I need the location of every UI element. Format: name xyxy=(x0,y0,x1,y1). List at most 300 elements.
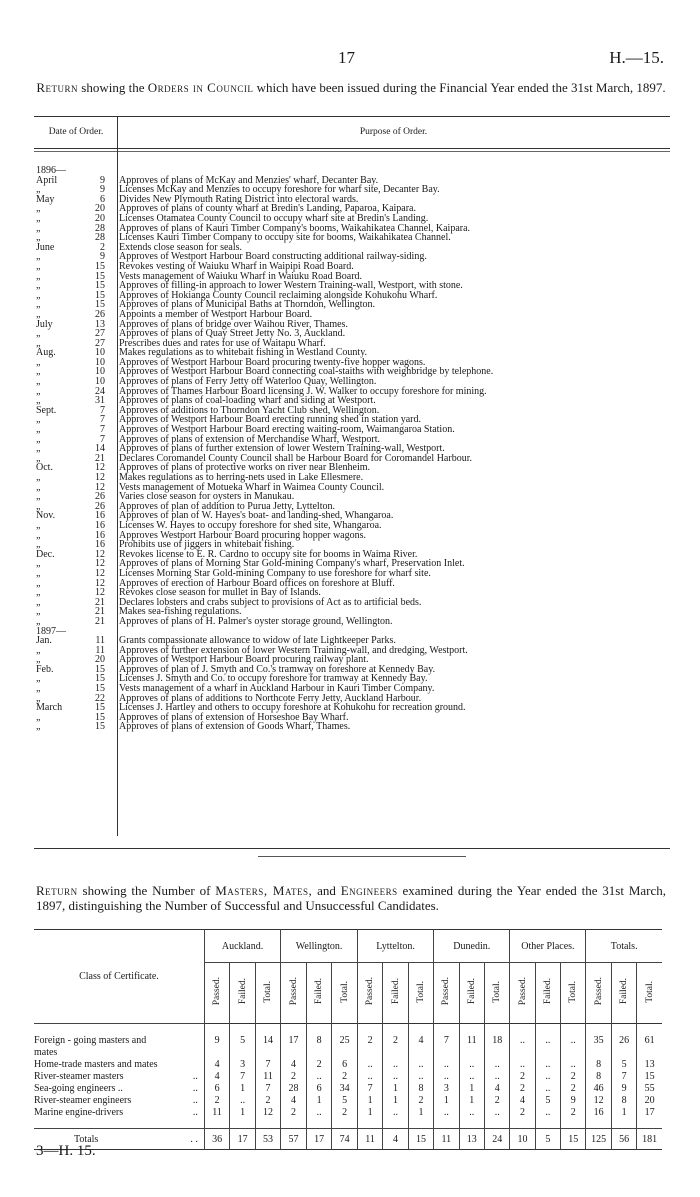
table-cell xyxy=(357,1046,382,1058)
totals-cell: 15 xyxy=(408,1129,433,1150)
order-month: „ xyxy=(36,280,41,292)
order-month: „ xyxy=(36,328,41,340)
order-month: Sept. xyxy=(36,404,57,416)
return-word: Return xyxy=(36,883,78,898)
sub-header xyxy=(408,963,433,1024)
table-cell: 2 xyxy=(204,1094,229,1106)
sub-header xyxy=(561,963,586,1024)
order-day: 10 xyxy=(95,356,105,368)
order-purpose: Divides New Plymouth Rating District into electoral wards. xyxy=(119,193,359,205)
spacer-cell xyxy=(204,1118,229,1129)
order-month: „ xyxy=(36,577,41,589)
title-emph: Masters, Mates, xyxy=(215,883,313,898)
order-day: 15 xyxy=(95,702,105,714)
spacer-cell xyxy=(332,1118,358,1129)
order-purpose: Makes regulations as to herring-nets used in Lake Ellesmere. xyxy=(119,472,364,483)
order-purpose: Approves of Westport Harbour Board erecting waiting-room, Waimangaroa Station. xyxy=(119,424,455,436)
order-purpose: Approves of Westport Harbour Board connecting coal-staiths with weighbridge by telephone. xyxy=(119,366,494,378)
order-month: „ xyxy=(36,222,41,234)
rule xyxy=(34,848,670,849)
table-cell xyxy=(204,1046,229,1058)
table-cell: 17 xyxy=(281,1034,307,1046)
order-purpose: Approves of plan of J. Smyth and Co.'s tramway on foreshore at Kennedy Bay. xyxy=(119,663,436,675)
spacer-cell xyxy=(510,1024,535,1035)
order-day: 16 xyxy=(95,539,105,551)
order-month: March xyxy=(36,702,63,714)
spacer-cell xyxy=(484,1118,509,1129)
orders-title xyxy=(36,81,666,95)
totals-cell: 56 xyxy=(611,1129,636,1150)
order-purpose: Approves of further extension of lower Western Training-wall, and dredging, Westport. xyxy=(119,644,468,656)
order-day: 15 xyxy=(95,711,105,723)
order-month: „ xyxy=(36,337,41,349)
rule xyxy=(34,148,670,149)
table-cell: .. xyxy=(434,1058,459,1070)
order-day: 7 xyxy=(100,424,105,436)
table-cell xyxy=(306,1046,332,1058)
order-day: 9 xyxy=(100,251,105,263)
sub-header-label: Total. xyxy=(492,980,503,1003)
order-day: 10 xyxy=(95,347,105,359)
table-cell: .. xyxy=(535,1106,560,1118)
return-word: Return xyxy=(36,80,79,95)
order-month: Feb. xyxy=(36,663,54,675)
order-month: „ xyxy=(36,356,41,368)
order-purpose: Prescribes dues and rates for use of Waitapu Wharf. xyxy=(119,337,326,349)
order-purpose: Approves of Westport Harbour Board procuring railway plant. xyxy=(119,654,369,666)
sub-header-label: Failed. xyxy=(466,978,477,1005)
spacer-row xyxy=(34,1024,662,1035)
order-month: „ xyxy=(36,232,41,244)
sub-header-label: Total. xyxy=(263,980,274,1003)
sub-header xyxy=(434,963,459,1024)
order-day: 12 xyxy=(95,587,105,599)
totals-cell: 5 xyxy=(535,1129,560,1150)
table-cell xyxy=(637,1046,662,1058)
spacer-cell xyxy=(586,1024,612,1035)
table-cell: .. xyxy=(306,1070,332,1082)
table-cell: 8 xyxy=(586,1058,612,1070)
table-cell: 12 xyxy=(586,1094,612,1106)
spacer-cell xyxy=(230,1024,255,1035)
spacer-cell xyxy=(561,1024,586,1035)
table-cell: 2 xyxy=(357,1034,382,1046)
order-day: 12 xyxy=(95,548,105,560)
order-day: 15 xyxy=(95,663,105,675)
order-month: „ xyxy=(36,491,41,503)
table-cell: 46 xyxy=(586,1082,612,1094)
table-cell: 1 xyxy=(230,1106,255,1118)
order-purpose: Approves of plans of H. Palmer's oyster storage ground, Wellington. xyxy=(119,615,393,627)
sub-header xyxy=(383,963,408,1024)
order-month: „ xyxy=(36,299,41,311)
table-cell: 13 xyxy=(637,1058,662,1070)
rule xyxy=(34,116,670,117)
order-purpose: Approves of filling-in approach to lower Western Training-wall, Westport, with stone. xyxy=(119,280,463,292)
order-day: 11 xyxy=(95,635,105,647)
order-purpose: Licenses J. Smyth and Co. to occupy foreshore for tramway at Kennedy Bay. xyxy=(119,673,428,685)
table-cell: 2 xyxy=(510,1082,535,1094)
order-purpose: Approves of plans of Quay Street Jetty No. 3, Auckland. xyxy=(119,328,346,340)
order-purpose: Makes regulations as to whitebait fishing in Westland County. xyxy=(119,347,368,359)
table-cell: 6 xyxy=(332,1058,358,1070)
order-purpose: Approves of plans of Morning Star Gold-mining Company's wharf, Preservation Inlet. xyxy=(119,558,465,570)
table-cell: 8 xyxy=(306,1034,332,1046)
table-cell: 28 xyxy=(281,1082,307,1094)
table-cell xyxy=(255,1046,280,1058)
order-month: „ xyxy=(36,443,41,455)
class-header-label: Class of Certificate. xyxy=(79,971,159,982)
order-month: „ xyxy=(36,203,41,215)
document-code: H.—15. xyxy=(609,48,664,67)
order-day: 16 xyxy=(95,529,105,541)
spacer-cell xyxy=(34,1118,204,1129)
spacer-cell xyxy=(306,1118,332,1129)
table-cell: .. xyxy=(408,1070,433,1082)
order-month: „ xyxy=(36,270,41,282)
order-month: „ xyxy=(36,472,41,483)
table-cell: 2 xyxy=(332,1070,358,1082)
spacer-cell xyxy=(637,1118,662,1129)
order-day: 11 xyxy=(95,644,105,656)
table-cell: .. xyxy=(484,1106,509,1118)
order-month: „ xyxy=(36,395,41,407)
order-month: „ xyxy=(36,596,41,608)
row-label-text: Marine engine-drivers xyxy=(34,1106,124,1118)
order-month: „ xyxy=(36,519,41,531)
order-day: 12 xyxy=(95,481,105,493)
table-cell: .. xyxy=(459,1070,484,1082)
table-cell: 15 xyxy=(637,1070,662,1082)
table-cell: .. xyxy=(459,1058,484,1070)
order-day: 22 xyxy=(95,692,105,704)
order-row xyxy=(36,722,676,732)
sub-header-label: Total. xyxy=(415,980,426,1003)
order-purpose: Licenses Kauri Timber Company to occupy site for booms, Waikahikatea Channel. xyxy=(119,232,451,244)
totals-cell: 17 xyxy=(306,1129,332,1150)
sub-header xyxy=(484,963,509,1024)
spacer-cell xyxy=(357,1118,382,1129)
totals-cell: 36 xyxy=(204,1129,229,1150)
table-cell: .. xyxy=(383,1058,408,1070)
table-cell: 2 xyxy=(561,1070,586,1082)
order-month: Dec. xyxy=(36,548,55,560)
order-month: June xyxy=(36,241,55,253)
table-cell xyxy=(484,1046,509,1058)
order-purpose: Revokes license to E. R. Cardno to occupy site for booms in Waima River. xyxy=(119,548,418,560)
table-cell: 6 xyxy=(306,1082,332,1094)
table-row xyxy=(34,1070,662,1082)
table-cell: 5 xyxy=(332,1094,358,1106)
spacer-cell xyxy=(383,1024,408,1035)
sub-header-label: Passed. xyxy=(517,977,528,1006)
spacer-cell xyxy=(434,1024,459,1035)
table-cell: 1 xyxy=(357,1094,382,1106)
sub-header-label: Failed. xyxy=(619,978,630,1005)
table-cell xyxy=(281,1046,307,1058)
table-cell: 2 xyxy=(332,1106,358,1118)
table-cell: .. xyxy=(357,1070,382,1082)
order-purpose: Approves of plans of additions to Northcote Ferry Jetty, Auckland Harbour. xyxy=(119,692,422,704)
order-month: Nov. xyxy=(36,510,56,522)
order-purpose: Grants compassionate allowance to widow of late Lightkeeper Parks. xyxy=(119,635,396,647)
table-cell: 2 xyxy=(281,1070,307,1082)
spacer-cell xyxy=(255,1024,280,1035)
order-month: „ xyxy=(36,692,41,704)
row-label-text: River-steamer engineers xyxy=(34,1094,132,1106)
table-cell xyxy=(459,1046,484,1058)
totals-cell: 125 xyxy=(586,1129,612,1150)
order-day: 15 xyxy=(95,673,105,685)
order-day: 26 xyxy=(95,500,105,512)
totals-cell: 17 xyxy=(230,1129,255,1150)
order-day: 14 xyxy=(95,443,105,455)
order-purpose: Approves of plans of Municipal Baths at Thorndon, Wellington. xyxy=(119,299,376,311)
order-day: 31 xyxy=(95,395,105,407)
sub-header-label: Total. xyxy=(339,980,350,1003)
table-cell: 34 xyxy=(332,1082,358,1094)
table-cell: 8 xyxy=(611,1094,636,1106)
table-cell xyxy=(611,1046,636,1058)
order-purpose: Approves of Westport Harbour Board procuring twenty-five hopper wagons. xyxy=(119,356,426,368)
title-text: examined during the Year ended the 31st March, 1897, distinguishing the Number of Successful and Unsuccessful Candidates. xyxy=(36,883,666,913)
order-purpose: Approves of erection of Harbour Board offices on foreshore at Bluff. xyxy=(119,577,395,589)
table-cell: .. xyxy=(484,1058,509,1070)
table-cell: 7 xyxy=(357,1082,382,1094)
table-cell: 4 xyxy=(281,1058,307,1070)
order-day: 20 xyxy=(95,654,105,666)
table-row xyxy=(34,1094,662,1106)
sub-header xyxy=(306,963,332,1024)
table-cell: 8 xyxy=(408,1082,433,1094)
order-purpose: Approves of plans of Kauri Timber Company's booms, Waikahikatea Channel, Kaipara. xyxy=(119,222,471,234)
order-purpose: Varies close season for oysters in Manukau. xyxy=(119,491,295,503)
table-cell: 9 xyxy=(611,1082,636,1094)
order-purpose: Approves of plans of bridge over Waihou River, Thames. xyxy=(119,318,348,330)
order-month: „ xyxy=(36,414,41,426)
order-month: „ xyxy=(36,385,41,397)
row-label xyxy=(34,1094,204,1106)
table-cell: 4 xyxy=(204,1070,229,1082)
table-cell xyxy=(230,1046,255,1058)
order-day: 9 xyxy=(100,184,105,196)
table-row xyxy=(34,1034,662,1046)
order-month: „ xyxy=(36,184,41,196)
table-cell: 1 xyxy=(357,1106,382,1118)
table-cell: 3 xyxy=(230,1058,255,1070)
table-cell: 2 xyxy=(383,1034,408,1046)
table-cell: 7 xyxy=(255,1082,280,1094)
order-purpose: Vests management of a wharf in Auckland Harbour in Kauri Timber Company. xyxy=(119,683,435,695)
order-month: Jan. xyxy=(36,635,52,647)
table-cell xyxy=(408,1046,433,1058)
row-label xyxy=(34,1058,204,1070)
group-header: Wellington. xyxy=(281,930,358,963)
table-cell: 3 xyxy=(434,1082,459,1094)
totals-cell: 181 xyxy=(637,1129,662,1150)
table-cell xyxy=(510,1046,535,1058)
spacer-cell xyxy=(535,1024,560,1035)
order-purpose: Approves of plans of extension of Merchandise Wharf, Westport. xyxy=(119,433,380,445)
order-day: 12 xyxy=(95,567,105,579)
order-day: 21 xyxy=(95,596,105,608)
table-cell: 2 xyxy=(561,1082,586,1094)
order-month: „ xyxy=(36,587,41,599)
row-label-dots: .. xyxy=(192,1070,198,1082)
order-purpose: Revokes close season for mullet in Bay of Islands. xyxy=(119,587,321,599)
order-day: 20 xyxy=(95,212,105,224)
order-day: 12 xyxy=(95,462,105,474)
order-day: 15 xyxy=(95,270,105,282)
table-cell: .. xyxy=(408,1058,433,1070)
table-cell: 11 xyxy=(204,1106,229,1118)
order-day: 20 xyxy=(95,203,105,215)
totals-cell: 13 xyxy=(459,1129,484,1150)
table-cell: 18 xyxy=(484,1034,509,1046)
order-purpose: Approves of plans of McKay and Menzies' wharf, Decanter Bay. xyxy=(119,174,379,186)
order-purpose: Approves of plans of extension of Goods Wharf, Thames. xyxy=(119,721,351,733)
sub-header-label: Failed. xyxy=(542,978,553,1005)
table-cell: 4 xyxy=(510,1094,535,1106)
order-purpose: Approves of Westport Harbour Board erecting running shed in station yard. xyxy=(119,414,421,426)
sub-header xyxy=(535,963,560,1024)
table-cell: 1 xyxy=(306,1094,332,1106)
order-month: „ xyxy=(36,366,41,378)
order-day: 27 xyxy=(95,328,105,340)
orders-list xyxy=(36,166,676,732)
table-cell: 2 xyxy=(484,1094,509,1106)
order-purpose: Approves of Thames Harbour Board licensing J. W. Walker to occupy foreshore for mining. xyxy=(119,385,487,397)
spacer-cell xyxy=(306,1024,332,1035)
row-label-text: Sea-going engineers .. xyxy=(34,1082,123,1094)
order-purpose: Makes sea-fishing regulations. xyxy=(119,606,242,618)
table-cell: 61 xyxy=(637,1034,662,1046)
totals-cell: 4 xyxy=(383,1129,408,1150)
table-cell: .. xyxy=(306,1106,332,1118)
table-cell: 1 xyxy=(459,1094,484,1106)
table-cell: 2 xyxy=(561,1106,586,1118)
table-cell: .. xyxy=(459,1106,484,1118)
sub-header xyxy=(332,963,358,1024)
order-row xyxy=(36,617,676,627)
table-cell: 8 xyxy=(586,1070,612,1082)
spacer-row xyxy=(34,1118,662,1129)
sub-header-label: Passed. xyxy=(593,977,604,1006)
order-day: 13 xyxy=(95,318,105,330)
sub-header xyxy=(255,963,280,1024)
order-purpose: Approves of plan of W. Hayes's boat- and landing-shed, Whangaroa. xyxy=(119,510,394,522)
spacer-cell xyxy=(611,1118,636,1129)
order-month: „ xyxy=(36,308,41,320)
spacer-cell xyxy=(535,1118,560,1129)
order-day: 26 xyxy=(95,491,105,503)
order-month: „ xyxy=(36,212,41,224)
row-label xyxy=(34,1082,204,1094)
column-header-purpose: Purpose of Order. xyxy=(359,127,428,137)
row-label-dots: .. xyxy=(192,1106,198,1118)
order-purpose: Approves of additions to Thorndon Yacht Club shed, Wellington. xyxy=(119,404,380,416)
order-month: „ xyxy=(36,539,41,551)
order-day: 24 xyxy=(95,385,105,397)
spacer-cell xyxy=(204,1024,229,1035)
order-purpose: Licenses W. Hayes to occupy foreshore for shed site, Whangaroa. xyxy=(119,519,382,531)
spacer-cell xyxy=(637,1024,662,1035)
order-purpose: Approves of Westport Harbour Board constructing additional railway-siding. xyxy=(119,251,427,263)
table-cell: 7 xyxy=(434,1034,459,1046)
order-month: „ xyxy=(36,683,41,695)
order-purpose: Licenses Otamatea County Council to occupy wharf site at Bredin's Landing. xyxy=(119,212,429,224)
order-purpose: Licenses J. Hartley and others to occupy foreshore at Kohukohu for recreation ground. xyxy=(119,702,466,714)
spacer-cell xyxy=(255,1118,280,1129)
table-cell: 2 xyxy=(510,1106,535,1118)
order-day: 15 xyxy=(95,289,105,301)
order-purpose: Approves Westport Harbour Board procuring hopper wagons. xyxy=(119,529,367,541)
row-label-text: River-steamer masters xyxy=(34,1070,124,1082)
order-month: Aug. xyxy=(36,347,56,359)
order-purpose: Declares Coromandel County Council shall be Harbour Board for Coromandel Harbour. xyxy=(119,452,472,464)
spacer-cell xyxy=(34,1024,204,1035)
totals-cell: 11 xyxy=(434,1129,459,1150)
exams-title xyxy=(36,883,666,913)
table-row xyxy=(34,1046,662,1058)
title-text: showing the xyxy=(78,80,148,95)
table-cell: 4 xyxy=(204,1058,229,1070)
table-cell: .. xyxy=(510,1034,535,1046)
order-day: 10 xyxy=(95,376,105,388)
table-cell: 4 xyxy=(408,1034,433,1046)
table-cell: 1 xyxy=(408,1106,433,1118)
spacer-cell xyxy=(332,1024,358,1035)
order-month: „ xyxy=(36,529,41,541)
order-purpose: Approves of Hokianga County Council reclaiming alongside Kohukohu Wharf. xyxy=(119,289,438,301)
table-cell: .. xyxy=(484,1070,509,1082)
order-purpose: Vests management of Waiuku Wharf in Waiuku Road Board. xyxy=(119,270,363,282)
row-label-dots: .. xyxy=(192,1094,198,1106)
table-cell: .. xyxy=(434,1070,459,1082)
table-cell: .. xyxy=(510,1058,535,1070)
table-cell: .. xyxy=(535,1034,560,1046)
exams-table xyxy=(34,929,662,1150)
sub-header xyxy=(586,963,612,1024)
order-day: 7 xyxy=(100,414,105,426)
table-cell: .. xyxy=(561,1034,586,1046)
table-cell: 1 xyxy=(459,1082,484,1094)
sub-header xyxy=(611,963,636,1024)
group-header: Auckland. xyxy=(204,930,280,963)
table-cell: 2 xyxy=(281,1106,307,1118)
order-purpose: Declares lobsters and crabs subject to provisions of Act as to artificial beds. xyxy=(119,596,422,608)
spacer-cell xyxy=(586,1118,612,1129)
table-cell: 1 xyxy=(383,1094,408,1106)
order-month: „ xyxy=(36,500,41,512)
order-day: 15 xyxy=(95,299,105,311)
table-cell xyxy=(434,1046,459,1058)
order-day: 2 xyxy=(100,241,105,253)
order-month: „ xyxy=(36,452,41,464)
order-purpose: Prohibits use of jiggers in whitebait fishing. xyxy=(119,539,295,551)
order-day: 15 xyxy=(95,721,105,733)
table-cell: 2 xyxy=(408,1094,433,1106)
order-day: 7 xyxy=(100,404,105,416)
totals-cell: 53 xyxy=(255,1129,280,1150)
order-month: „ xyxy=(36,721,41,733)
sub-header-label: Total. xyxy=(568,980,579,1003)
order-day: 28 xyxy=(95,222,105,234)
title-text: showing the Number of xyxy=(77,883,216,898)
title-emph: Engineers xyxy=(340,883,398,898)
table-row xyxy=(34,1106,662,1118)
totals-cell: 57 xyxy=(281,1129,307,1150)
